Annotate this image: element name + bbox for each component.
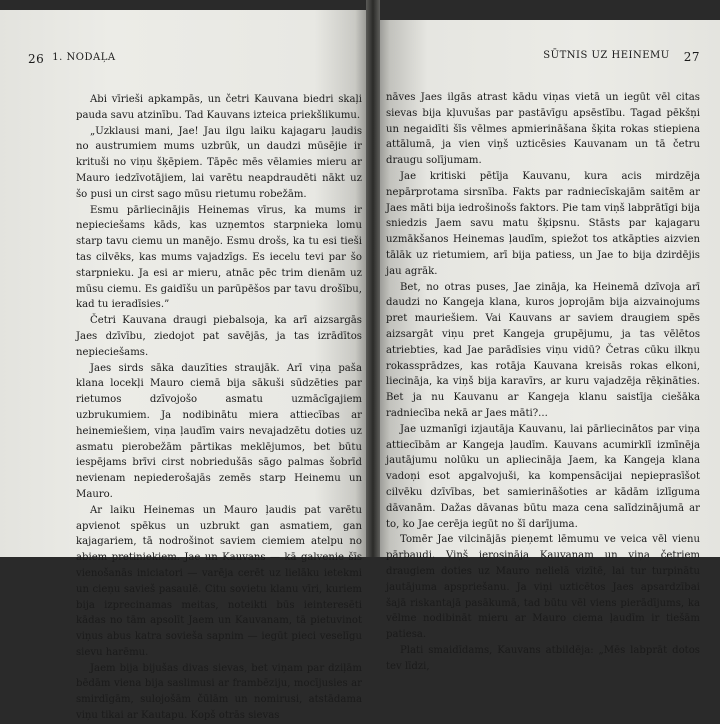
paragraph: Četri Kauvana draugi piebalsoja, ka arī aizsargās Jaes dzīvību, ziedojot pat savējās, ja tas izrādītos nepieciešams. bbox=[76, 315, 362, 358]
left-page-header bbox=[28, 52, 362, 92]
right-page-text bbox=[386, 90, 700, 674]
book-gutter bbox=[366, 0, 380, 557]
right-running-head: SŪTNIS UZ HEINEMU bbox=[543, 50, 670, 61]
right-page-number: 27 bbox=[683, 50, 700, 64]
paragraph: „Uzklausi mani, Jae! Jau ilgu laiku kajagaru ļaudis no austrumiem mums uzbrūk, un daudzi mūsējie ir krituši no viņu šķēpiem. Tāpēc mēs vēlamies mieru ar Mauro iedzīvotājiem, lai varētu neapdraudēti nākt uz šo pusi un cirst sago mūsu rietumu robežām. bbox=[76, 125, 362, 200]
paragraph: Jaes sirds sāka dauzīties straujāk. Arī viņa paša klana locekļi Mauro ciemā bija sākuši sūdzēties par rietumos dzīvojošo asmatu uzmācīgajiem uzbrukumiem. Ja nodibinātu miera attiecības ar heinemiešiem, viņa ļaudīm vairs nevajadzētu doties uz asmatu pierobežām pārtikas meklējumos, bet būtu iespējams brīvi cirst nobriedušās sāgo palmas šobrīd nevienam nepiederošajās zemēs starp Heinemu un Mauro. bbox=[76, 362, 362, 500]
paragraph: Abi vīrieši apkampās, un četri Kauvana biedri skaļi pauda savu atzinību. Tad Kauvans izteica priekšlikumu. bbox=[76, 94, 362, 121]
paragraph: Jae kritiski pētīja Kauvanu, kura acis mirdzēja nepārprotama sirsnība. Fakts par radniecīskajām saitēm ar Jaes māti bija iedrošinošs faktors. Pie tam viņš labprātīgi bija sniedzis Jaem savu matu šķipsnu. Stāsts par kajagaru uzmākšanos Heinemas ļaudīm, spiežot tos atkāpties aizvien tālāk uz rietumiem, arī bija patiess, un Jae to bija dzirdējis jau agrāk. bbox=[386, 170, 701, 277]
left-running-head: 1. NODAĻA bbox=[52, 52, 116, 63]
paragraph: Bet, no otras puses, Jae zināja, ka Heinemā dzīvoja arī daudzi no Kangeja klana, kuros joprojām bija aizvainojums pret mauriešiem. Vai Kauvans ar saviem draugiem spēs aizsargāt viņu pret Kangeja grupējumu, ja tas vēlētos atriebties, kad Jae parādīsies viņu vidū? Četras cūku ilkņu rokassprādzes, kas rotāja Kauvana kreisās rokas elkoni, liecināja, ka viņš bija karavīrs, ar kuru vajadzēja rēķināties. Bet ja nu Kauvanu ar Kangeja klanu saistīja ciešāka radniecība nekā ar Jaes māti?... bbox=[386, 281, 700, 419]
paragraph: nāves Jaes ilgās atrast kādu viņas vietā un iegūt vēl citas sievas bija kļuvušas par pastāvīgu apsēstību. Tagad pēkšņi un negaidīti šīs vēlmes apmierināšana šķita rokas stiepiena attālumā, ja vien viņš uzticēsies Kauvanam un tā četru draugu solījumam. bbox=[386, 92, 700, 167]
left-page bbox=[0, 10, 370, 722]
right-page bbox=[376, 20, 720, 672]
paragraph: Plati smaidīdams, Kauvans atbildēja: „Mēs labprāt dotos tev līdzi, bbox=[386, 644, 700, 672]
left-page-number: 26 bbox=[28, 52, 45, 66]
paragraph: Tomēr Jae vilcinājās pieņemt lēmumu ve veica vēl vienu pārbaudi. Viņš ierosināja Kauvanam un viņa četriem draugiem doties uz Mauro nelielā vizītē, lai tur turpinātu jautājuma apspriešanu. Ja viņi uzticētos Jaes apsardzībai šajā riskantajā pasākumā, tad būtu vēl viens pierādījums, ka vēlme nodibināt mieru ar Mauro ciema ļaudīm ir tiešām patiesa. bbox=[386, 534, 700, 641]
paragraph: Jaem bija bijušas divas sievas, bet viņam par dziļām bēdām viena bija saslimusi ar frambēziju, mocījusies ar smirdīgām, sulojošām čūlām un nomirusi, atstādama viņu tikai ar Kautapu. Kopš otrās sievas bbox=[76, 662, 362, 722]
left-page-text bbox=[76, 92, 362, 724]
paragraph: Ar laiku Heinemas un Mauro ļaudis pat varētu apvienot spēkus un uzbrukt gan asmatiem, gan kajagariem, tā nodrošinot saviem ciemiem atelpu no abiem pretiniekiem. Jae un Kauvans — kā galvenie šīs vienošanās iniciatori — varēja cerēt uz lielāku ietekmi un cieņu savieš pasaulē. Citu sovietu klanu vīri, kuriem bija izprecinamas meitas, noteikti būs ieinteresēti kādas no tām apsolīt Jaem un Kauvanam, tā pietuvinot viņus abus katra sovieša sapnim — iegūt pieci veselīgu sievu harēmu. bbox=[76, 504, 362, 658]
paragraph: Esmu pārliecinājis Heinemas vīrus, ka mums ir nepieciešams kāds, kas uzņemtos starpnieka lomu starp tavu ciemu un manējo. Esmu drošs, ka tu esi tieši tas cilvēks, kas mums vajadzīgs. Es iecelu tevi par šo starpnieku. Ja esi ar mieru, atnāc pēc trim dienām uz mūsu ciemu. Es gaidīšu un parūpēšos par tavu drošību, kad tu ieradīsies.” bbox=[76, 204, 362, 311]
paragraph: Jae uzmanīgi izjautāja Kauvanu, lai pārliecinātos par viņa attiecībām ar Kangeja ļaudīm. Kauvans acumirklī izmīnēja jautājumu nolūku un apliecināja Jaem, ka Kangeja klana vadoņi esot apgalvojuši, ka kompensācijai nepieprasīšot cilvēku dzīvības, bet samierināšoties ar kādām izlīguma dāvanām. Dažas dāvanas būtu maza cena salīdzinājumā ar to, ko Jae cerēja iegūt no šī darījuma. bbox=[386, 423, 700, 530]
right-page-header bbox=[386, 50, 700, 90]
